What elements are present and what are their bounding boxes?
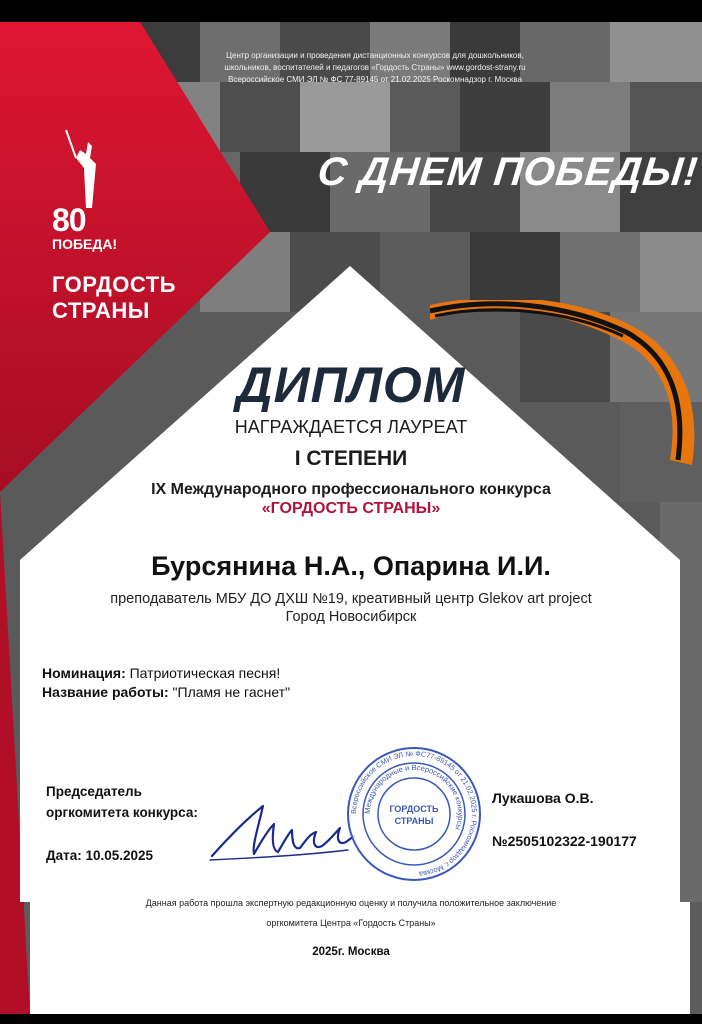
organizer-line-1: Центр организации и проведения дистанционных конкурсов для дошкольников, — [226, 51, 524, 60]
brand-line-1: ГОРДОСТЬ — [52, 272, 176, 297]
issue-date: Дата: 10.05.2025 — [46, 848, 154, 863]
svg-text:СТРАНЫ: СТРАНЫ — [394, 816, 434, 826]
bottom-black-bar — [0, 1014, 702, 1024]
awarded-text: НАГРАЖДАЕТСЯ ЛАУРЕАТ — [234, 417, 468, 437]
contest-name: «ГОРДОСТЬ СТРАНЫ» — [261, 500, 441, 517]
nomination-value: Патриотическая песня! — [125, 665, 281, 681]
handwritten-signature — [208, 798, 358, 868]
degree-text: I СТЕПЕНИ — [294, 447, 408, 470]
top-black-bar — [0, 0, 702, 22]
logo-victory-word: ПОБЕДА! — [52, 236, 118, 252]
victory-banner-text: С ДНЕМ ПОБЕДЫ! — [315, 150, 701, 194]
logo-80: 80 — [52, 202, 86, 238]
svg-text:ГОРДОСТЬ: ГОРДОСТЬ — [389, 804, 439, 814]
chairman-label — [46, 781, 198, 823]
recipient-position: преподаватель МБУ ДО ДХШ №19, креативный центр Glekov art project — [110, 591, 592, 607]
chairman-line-2: оргкомитета конкурса: — [46, 805, 198, 820]
nomination-label: Номинация: — [42, 665, 126, 681]
official-stamp — [346, 746, 482, 882]
recipient-city: Город Новосибирск — [285, 609, 417, 625]
signer-name: Лукашова О.В. — [492, 790, 594, 806]
footer-place: 2025г. Москва — [312, 946, 390, 958]
work-value: "Пламя не гаснет" — [168, 684, 291, 700]
svg-text:Международные и Всероссийские: Международные и Всероссийские конкурсы — [362, 762, 466, 832]
organizer-info — [200, 50, 550, 86]
diploma-title: ДИПЛОМ — [236, 357, 466, 413]
nomination-field — [42, 665, 280, 681]
contest-text: IX Международного профессионального конкурса — [151, 481, 551, 498]
diploma-number: №2505102322-190177 — [492, 833, 637, 849]
expert-note-2: оргкомитета Центра «Гордость Страны» — [266, 918, 436, 928]
work-label: Название работы: — [42, 684, 169, 700]
chairman-line-1: Председатель — [46, 784, 142, 799]
organizer-line-2: школьников, воспитателей и педагогов «Гордость Страны» www.gordost-strany.ru — [224, 63, 526, 72]
organizer-line-3: Всероссийское СМИ ЭЛ № ФС 77-89145 от 21.02.2025 Роскомнадзор г. Москва — [228, 75, 522, 84]
recipient-names: Бурсянина Н.А., Опарина И.И. — [151, 551, 551, 581]
svg-text:Всероссийское СМИ ЭЛ № ФС77-89: Всероссийское СМИ ЭЛ № ФС77-89145 от 21.02.2025 г. Роскомнадзор г. Москва — [348, 748, 480, 879]
work-title-field — [42, 684, 290, 700]
expert-note-1: Данная работа прошла экспертную редакционную оценку и получила положительное заключение — [145, 898, 557, 908]
motherland-statue-icon — [62, 128, 112, 210]
brand-line-2: СТРАНЫ — [52, 298, 150, 323]
